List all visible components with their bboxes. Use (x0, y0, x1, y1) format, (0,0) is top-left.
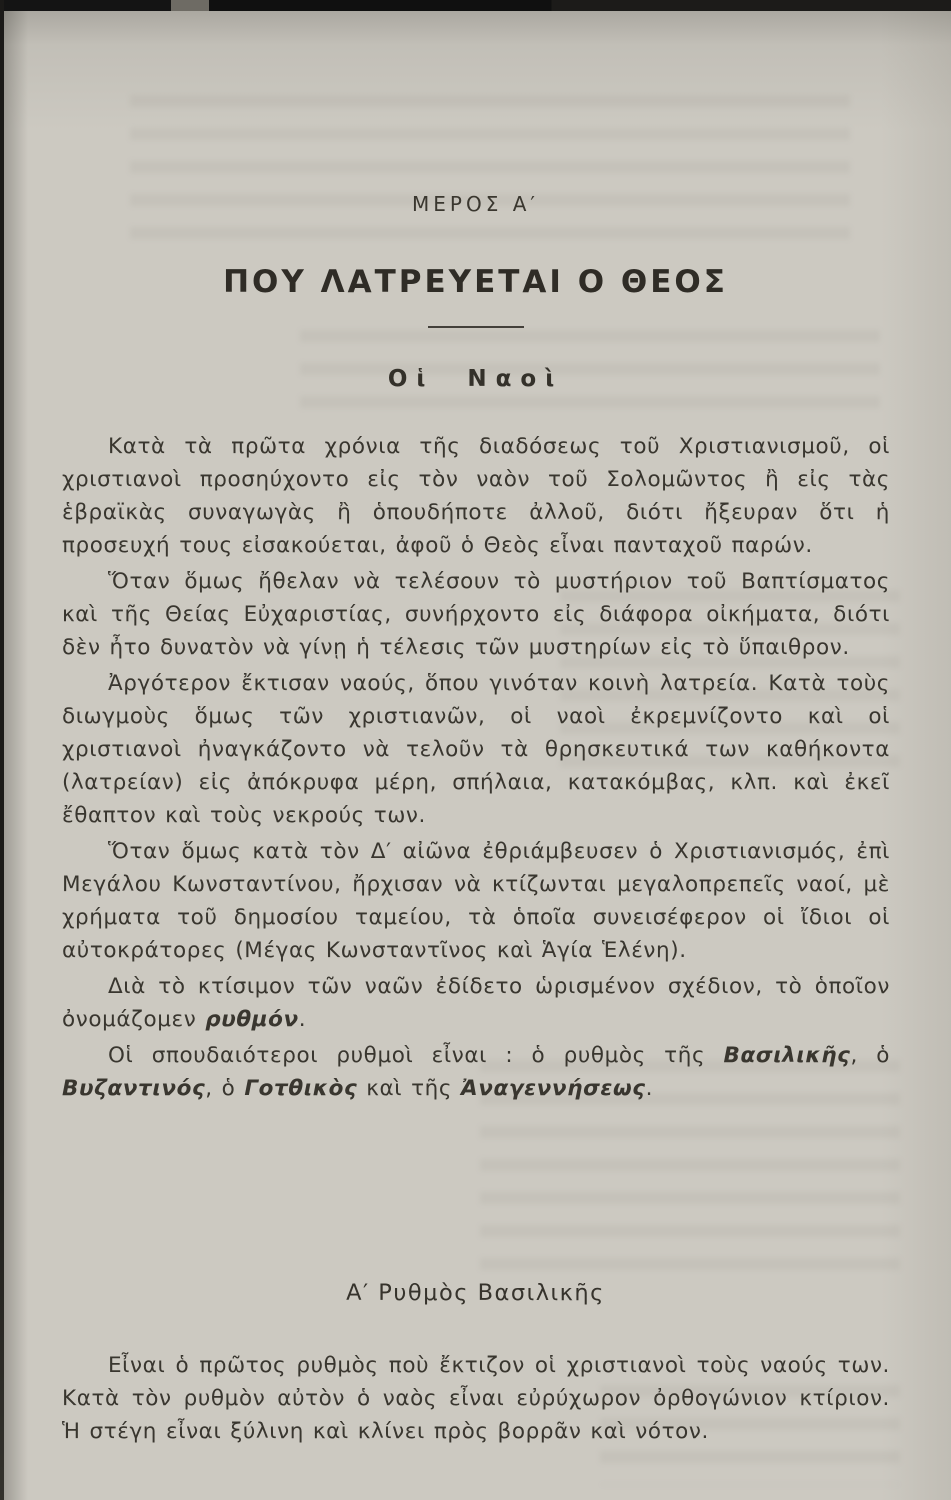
title-underline (428, 326, 524, 328)
text-run: Διὰ τὸ κτίσιμον τῶν ναῶν ἐδίδετο ὡρισμένον σχέδιον, τὸ ὁποῖον ὀνομάζομεν (62, 974, 890, 1032)
section-text-block (62, 1349, 890, 1451)
paragraph: Ὅταν ὅμως κατὰ τὸν Δ′ αἰῶνα ἐθριάμβευσεν ὁ Χριστιανισμός, ἐπὶ Μεγάλου Κωνσταντίνου, ἤρχισαν νὰ κτίζωνται μεγαλοπρεπεῖς ναοί, μὲ χρήματα τοῦ δημοσίου ταμείου, τὰ ὁποῖα συνεισέφερον οἱ ἴδιοι οἱ αὐτοκράτορες (Μέγας Κωνσταντῖνος καὶ Ἁγία Ἑλένη). (62, 839, 890, 963)
paragraph: Εἶναι ὁ πρῶτος ρυθμὸς ποὺ ἔκτιζον οἱ χριστιανοὶ τοὺς ναούς των. Κατὰ τὸν ρυθμὸν αὐτὸν ὁ ναὸς εἶναι εὐρύχωρον ὀρθογώνιον κτίριον. Ἡ στέγη εἶναι ξύλινη καὶ κλίνει πρὸς βορρᾶν καὶ νότον. (62, 1353, 890, 1444)
text-run: Οἱ σπουδαιότεροι ρυθμοὶ εἶναι : ὁ ρυθμὸς τῆς (108, 1043, 724, 1068)
paragraph-style-list (62, 1039, 890, 1105)
paragraph-rhythm-definition (62, 970, 890, 1036)
term-rhythmos: ρυθμόν (205, 1007, 299, 1032)
text-run: . (645, 1076, 654, 1101)
text-run: , ὁ (850, 1043, 891, 1068)
chapter-subtitle: Οἱ Ναοὶ (387, 366, 564, 392)
scan-edge-top (0, 0, 951, 11)
main-text-block (62, 430, 890, 1108)
paragraph: Ἀργότερον ἔκτισαν ναούς, ὅπου γινόταν κοινὴ λατρεία. Κατὰ τοὺς διωγμοὺς ὅμως τῶν χριστιανῶν, οἱ ναοὶ ἐκρεμνίζοντο καὶ οἱ χριστιανοὶ ἠναγκάζοντο νὰ τελοῦν τὰ θρησκευτικά των καθήκοντα (λατρείαν) εἰς ἀπόκρυφα μέρη, σπήλαια, κατακόμβας, κλπ. καὶ ἐκεῖ ἔθαπτον καὶ τοὺς νεκρούς των. (62, 671, 890, 828)
page-title: ΠΟΥ ΛΑΤΡΕΥΕΤΑΙ Ο ΘΕΟΣ (223, 264, 728, 300)
bleed-through-artifact (130, 95, 850, 260)
text-run: , ὁ (205, 1076, 245, 1101)
term-anagenniseos: Ἀναγεννήσεως (461, 1076, 646, 1101)
section-heading: Α′ Ρυθμὸς Βασιλικῆς (346, 1280, 605, 1306)
paragraph: Ὅταν ὅμως ἤθελαν νὰ τελέσουν τὸ μυστήριον τοῦ Βαπτίσματος καὶ τῆς Θείας Εὐχαριστίας, συνήρχοντο εἰς διάφορα οἰκήματα, διότι δὲν ἦτο δυνατὸν νὰ γίνῃ ἡ τέλεσις τῶν μυστηρίων εἰς τὸ ὕπαιθρον. (62, 569, 890, 660)
paragraph: Κατὰ τὰ πρῶτα χρόνια τῆς διαδόσεως τοῦ Χριστιανισμοῦ, οἱ χριστιανοὶ προσηύχοντο εἰς τὸν ναὸν τοῦ Σολομῶντος ἢ εἰς τὰς ἑβραϊκὰς συναγωγὰς ἢ ὁπουδήποτε ἀλλοῦ, διότι ἤξευραν ὅτι ἡ προσευχή τους εἰσακούεται, ἀφοῦ ὁ Θεὸς εἶναι πανταχοῦ παρών. (62, 434, 890, 558)
text-run: καὶ τῆς (357, 1076, 462, 1101)
part-heading: ΜΕΡΟΣ Α′ (412, 192, 539, 216)
term-gotthikos: Γοτθικὸς (244, 1076, 358, 1101)
scan-edge-left (0, 0, 4, 1500)
text-run: . (298, 1007, 307, 1032)
term-vyzantinos: Βυζαντινός (62, 1076, 206, 1101)
term-vasilikis: Βασιλικῆς (723, 1043, 851, 1068)
